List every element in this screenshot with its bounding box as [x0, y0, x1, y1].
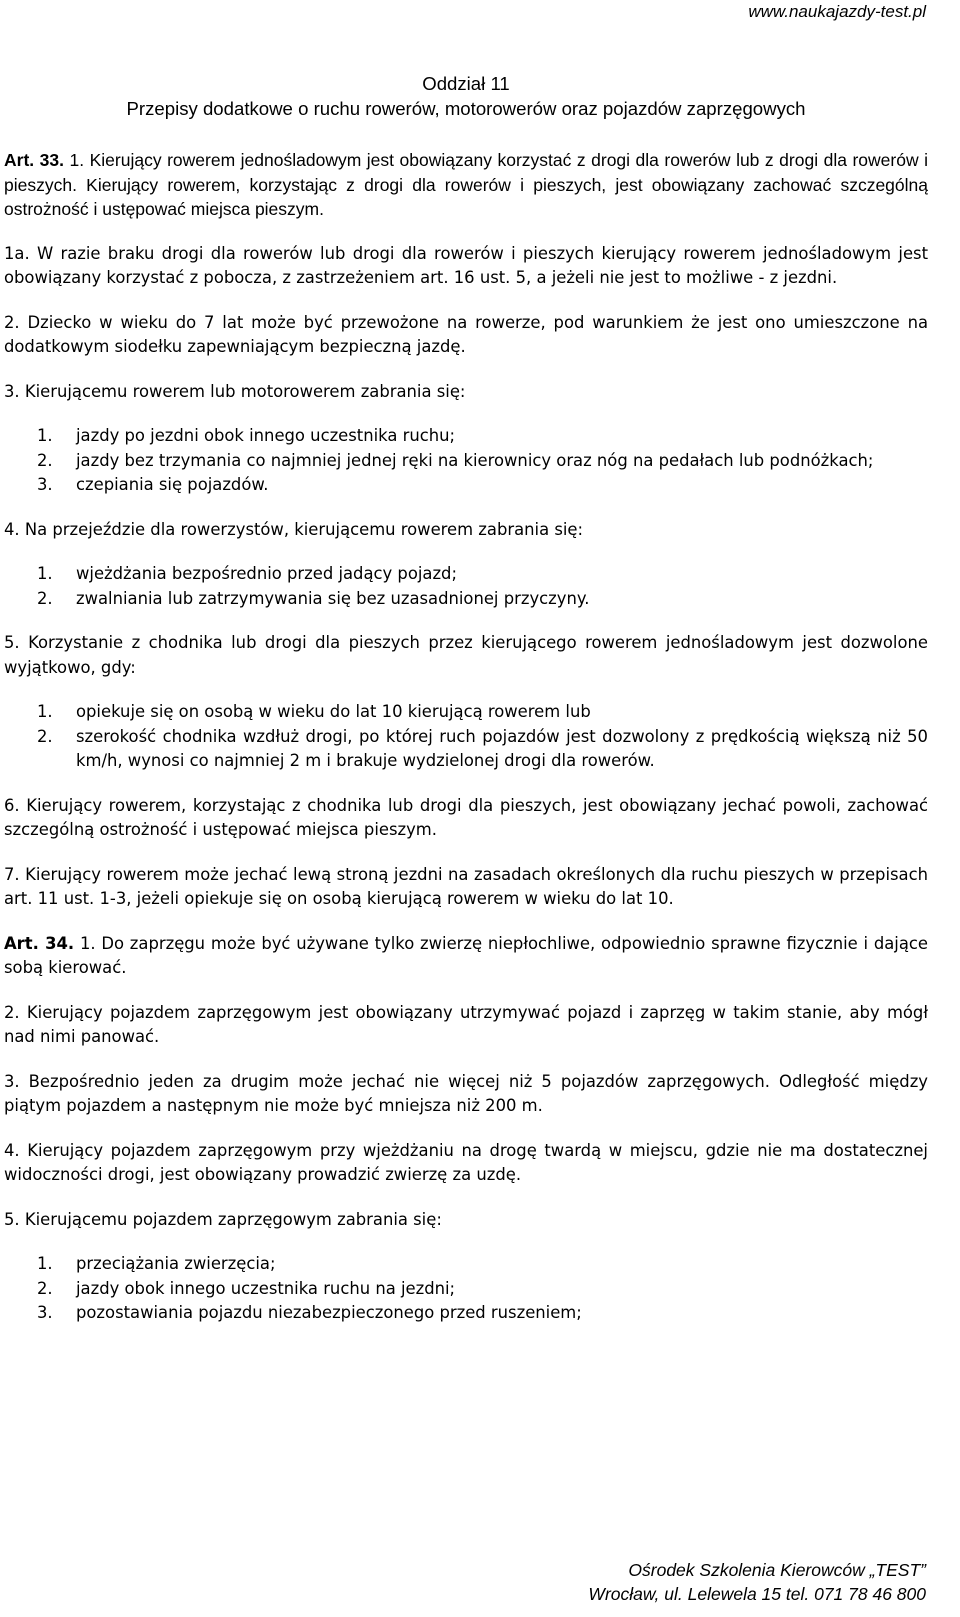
- art34-paragraph-1: [4, 932, 928, 981]
- footer-school-name: Ośrodek Szkolenia Kierowców „TEST”: [628, 1560, 926, 1580]
- art33-paragraph-3: 3. Kierującemu rowerem lub motorowerem zabrania się:: [4, 381, 466, 401]
- art34-paragraph-2: 2. Kierujący pojazdem zaprzęgowym jest obowiązany utrzymywać pojazd i zaprzęg w takim stanie, aby mógł nad nimi panować.: [4, 1002, 928, 1046]
- art33-p4-list: [4, 562, 928, 611]
- art33-paragraph-7: 7. Kierujący rowerem może jechać lewą stroną jezdni na zasadach określonych dla ruchu pieszych w przepisach art. 11 ust. 1-3, jeżeli opiekuje się on osobą kierującą rowerem w wieku do lat 10.: [4, 864, 928, 908]
- site-url-header: www.naukajazdy-test.pl: [748, 2, 926, 21]
- art33-paragraph-1a: 1a. W razie braku drogi dla rowerów lub drogi dla rowerów i pieszych kierujący rowerem jednośladowym jest obowiązany korzystać z pobocza, z zastrzeżeniem art. 16 ust. 5, a jeżeli nie jest to możliwe - z jezdni.: [4, 243, 928, 287]
- art34-paragraph-5: 5. Kierującemu pojazdem zaprzęgowym zabrania się:: [4, 1209, 442, 1229]
- art34-label: Art. 34.: [4, 933, 75, 953]
- list-item: 1. wjeżdżania bezpośrednio przed jadący pojazd;: [37, 564, 457, 583]
- list-item: 1. jazdy po jezdni obok innego uczestnika ruchu;: [37, 426, 456, 445]
- art33-paragraph-1: [4, 148, 928, 222]
- section-title: Oddział 11: [422, 73, 510, 94]
- art33-label: Art. 33.: [4, 150, 64, 170]
- footer-contact: Wrocław, ul. Lelewela 15 tel. 071 78 46 800: [588, 1584, 926, 1604]
- list-item: 3. czepiania się pojazdów.: [37, 475, 269, 494]
- art33-p5-list: [4, 700, 928, 774]
- art33-paragraph-4: 4. Na przejeździe dla rowerzystów, kierującemu rowerem zabrania się:: [4, 519, 584, 539]
- section-subtitle: Przepisy dodatkowe o ruchu rowerów, motorowerów oraz pojazdów zaprzęgowych: [126, 98, 806, 119]
- list-item: 2. szerokość chodnika wzdłuż drogi, po której ruch pojazdów jest dozwolony z prędkością większą niż 50 km/h, wynosi co najmniej 2 m i brakuje wydzielonej drogi dla rowerów.: [37, 726, 928, 770]
- list-item: 2. jazdy bez trzymania co najmniej jednej ręki na kierownicy oraz nóg na pedałach lub podnóżkach;: [37, 450, 874, 470]
- art34-p1-text: 1. Do zaprzęgu może być używane tylko zwierzę niepłochliwe, odpowiednio sprawne fizycznie i dające sobą kierować.: [4, 933, 928, 977]
- art33-paragraph-6: 6. Kierujący rowerem, korzystając z chodnika lub drogi dla pieszych, jest obowiązany jechać powoli, zachować szczególną ostrożność i ustępować miejsca pieszym.: [4, 795, 928, 839]
- list-item: 2. zwalniania lub zatrzymywania się bez uzasadnionej przyczyny.: [37, 588, 590, 608]
- art34-paragraph-3: 3. Bezpośrednio jeden za drugim może jechać nie więcej niż 5 pojazdów zaprzęgowych. Odległość między piątym pojazdem a następnym nie może być mniejsza niż 200 m.: [4, 1071, 928, 1115]
- document-content: [4, 71, 928, 1326]
- footer-address: [588, 1558, 926, 1606]
- list-item: 3. pozostawiania pojazdu niezabezpieczonego przed ruszeniem;: [37, 1303, 582, 1322]
- art34-paragraph-4: 4. Kierujący pojazdem zaprzęgowym przy wjeżdżaniu na drogę twardą w miejscu, gdzie nie ma dostatecznej widoczności drogi, jest obowiązany prowadzić zwierzę za uzdę.: [4, 1140, 928, 1184]
- list-item: 1. opiekuje się on osobą w wieku do lat 10 kierującą rowerem lub: [37, 702, 591, 721]
- art33-p3-list: [4, 424, 928, 498]
- art33-paragraph-2: 2. Dziecko w wieku do 7 lat może być przewożone na rowerze, pod warunkiem że jest ono umieszczone na dodatkowym siodełku zapewniającym bezpieczną jazdę.: [4, 312, 928, 356]
- art34-p5-list: [4, 1252, 928, 1326]
- list-item: 2. jazdy obok innego uczestnika ruchu na jezdni;: [37, 1278, 456, 1298]
- list-item: 1. przeciążania zwierzęcia;: [37, 1254, 276, 1273]
- art33-p1-text: 1. Kierujący rowerem jednośladowym jest obowiązany korzystać z drogi dla rowerów lub z drogi dla rowerów i pieszych. Kierujący rowerem, korzystając z drogi dla rowerów i pieszych, jest obowiązany zachować szczególną ostrożność i ustępować miejsca pieszym.: [4, 150, 928, 219]
- art33-paragraph-5: 5. Korzystanie z chodnika lub drogi dla pieszych przez kierującego rowerem jednośladowym jest dozwolone wyjątkowo, gdy:: [4, 633, 928, 677]
